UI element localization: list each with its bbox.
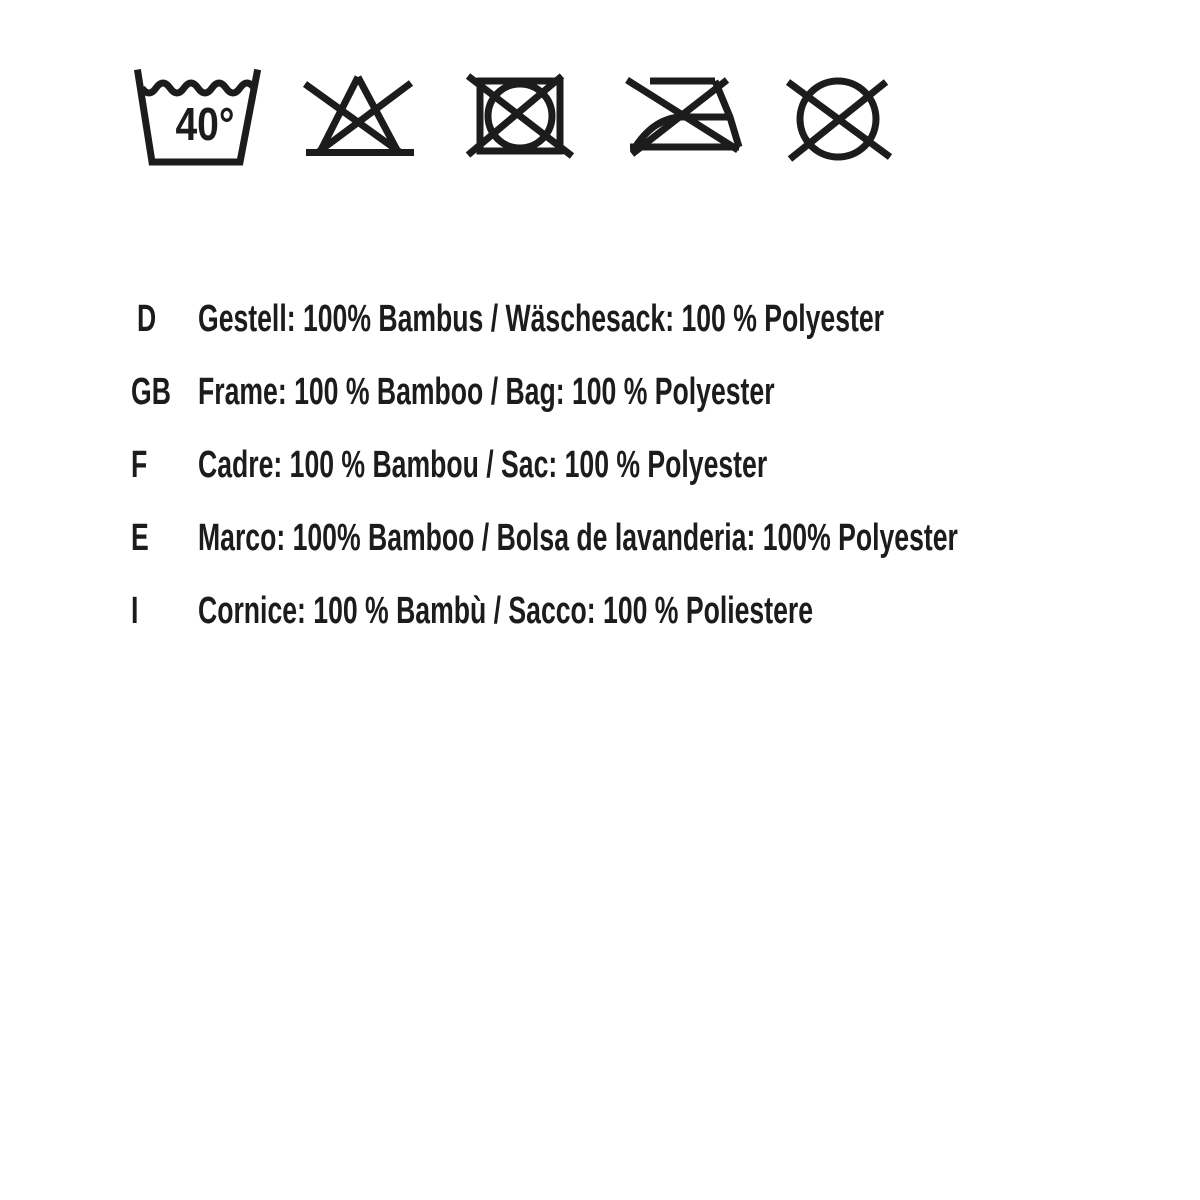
material-text: Cornice: 100 % Bambù / Sacco: 100 % Poliestere [198,590,814,632]
language-code: F [131,444,148,486]
care-symbols-row [0,0,1200,200]
material-text: Frame: 100 % Bamboo / Bag: 100 % Polyester [198,371,775,413]
wash-temperature-label: 40° [175,99,235,151]
do-not-iron-icon [622,76,744,158]
language-code: GB [131,371,171,413]
do-not-bleach-icon [305,74,415,158]
wash-40-icon [136,70,260,168]
material-row [0,446,1200,484]
do-not-tumble-dry-icon [465,74,575,158]
material-text: Gestell: 100% Bambus / Wäschesack: 100 % Polyester [198,298,885,340]
material-row [0,519,1200,557]
language-code: E [131,517,149,559]
material-text: Cadre: 100 % Bambou / Sac: 100 % Polyester [198,444,768,486]
material-text: Marco: 100% Bamboo / Bolsa de lavanderia: 100% Polyester [198,517,958,559]
do-not-dry-clean-icon [785,74,891,162]
material-row [0,592,1200,630]
material-row [0,300,1200,338]
language-code: I [131,590,139,632]
material-row [0,373,1200,411]
language-code: D [137,298,157,340]
